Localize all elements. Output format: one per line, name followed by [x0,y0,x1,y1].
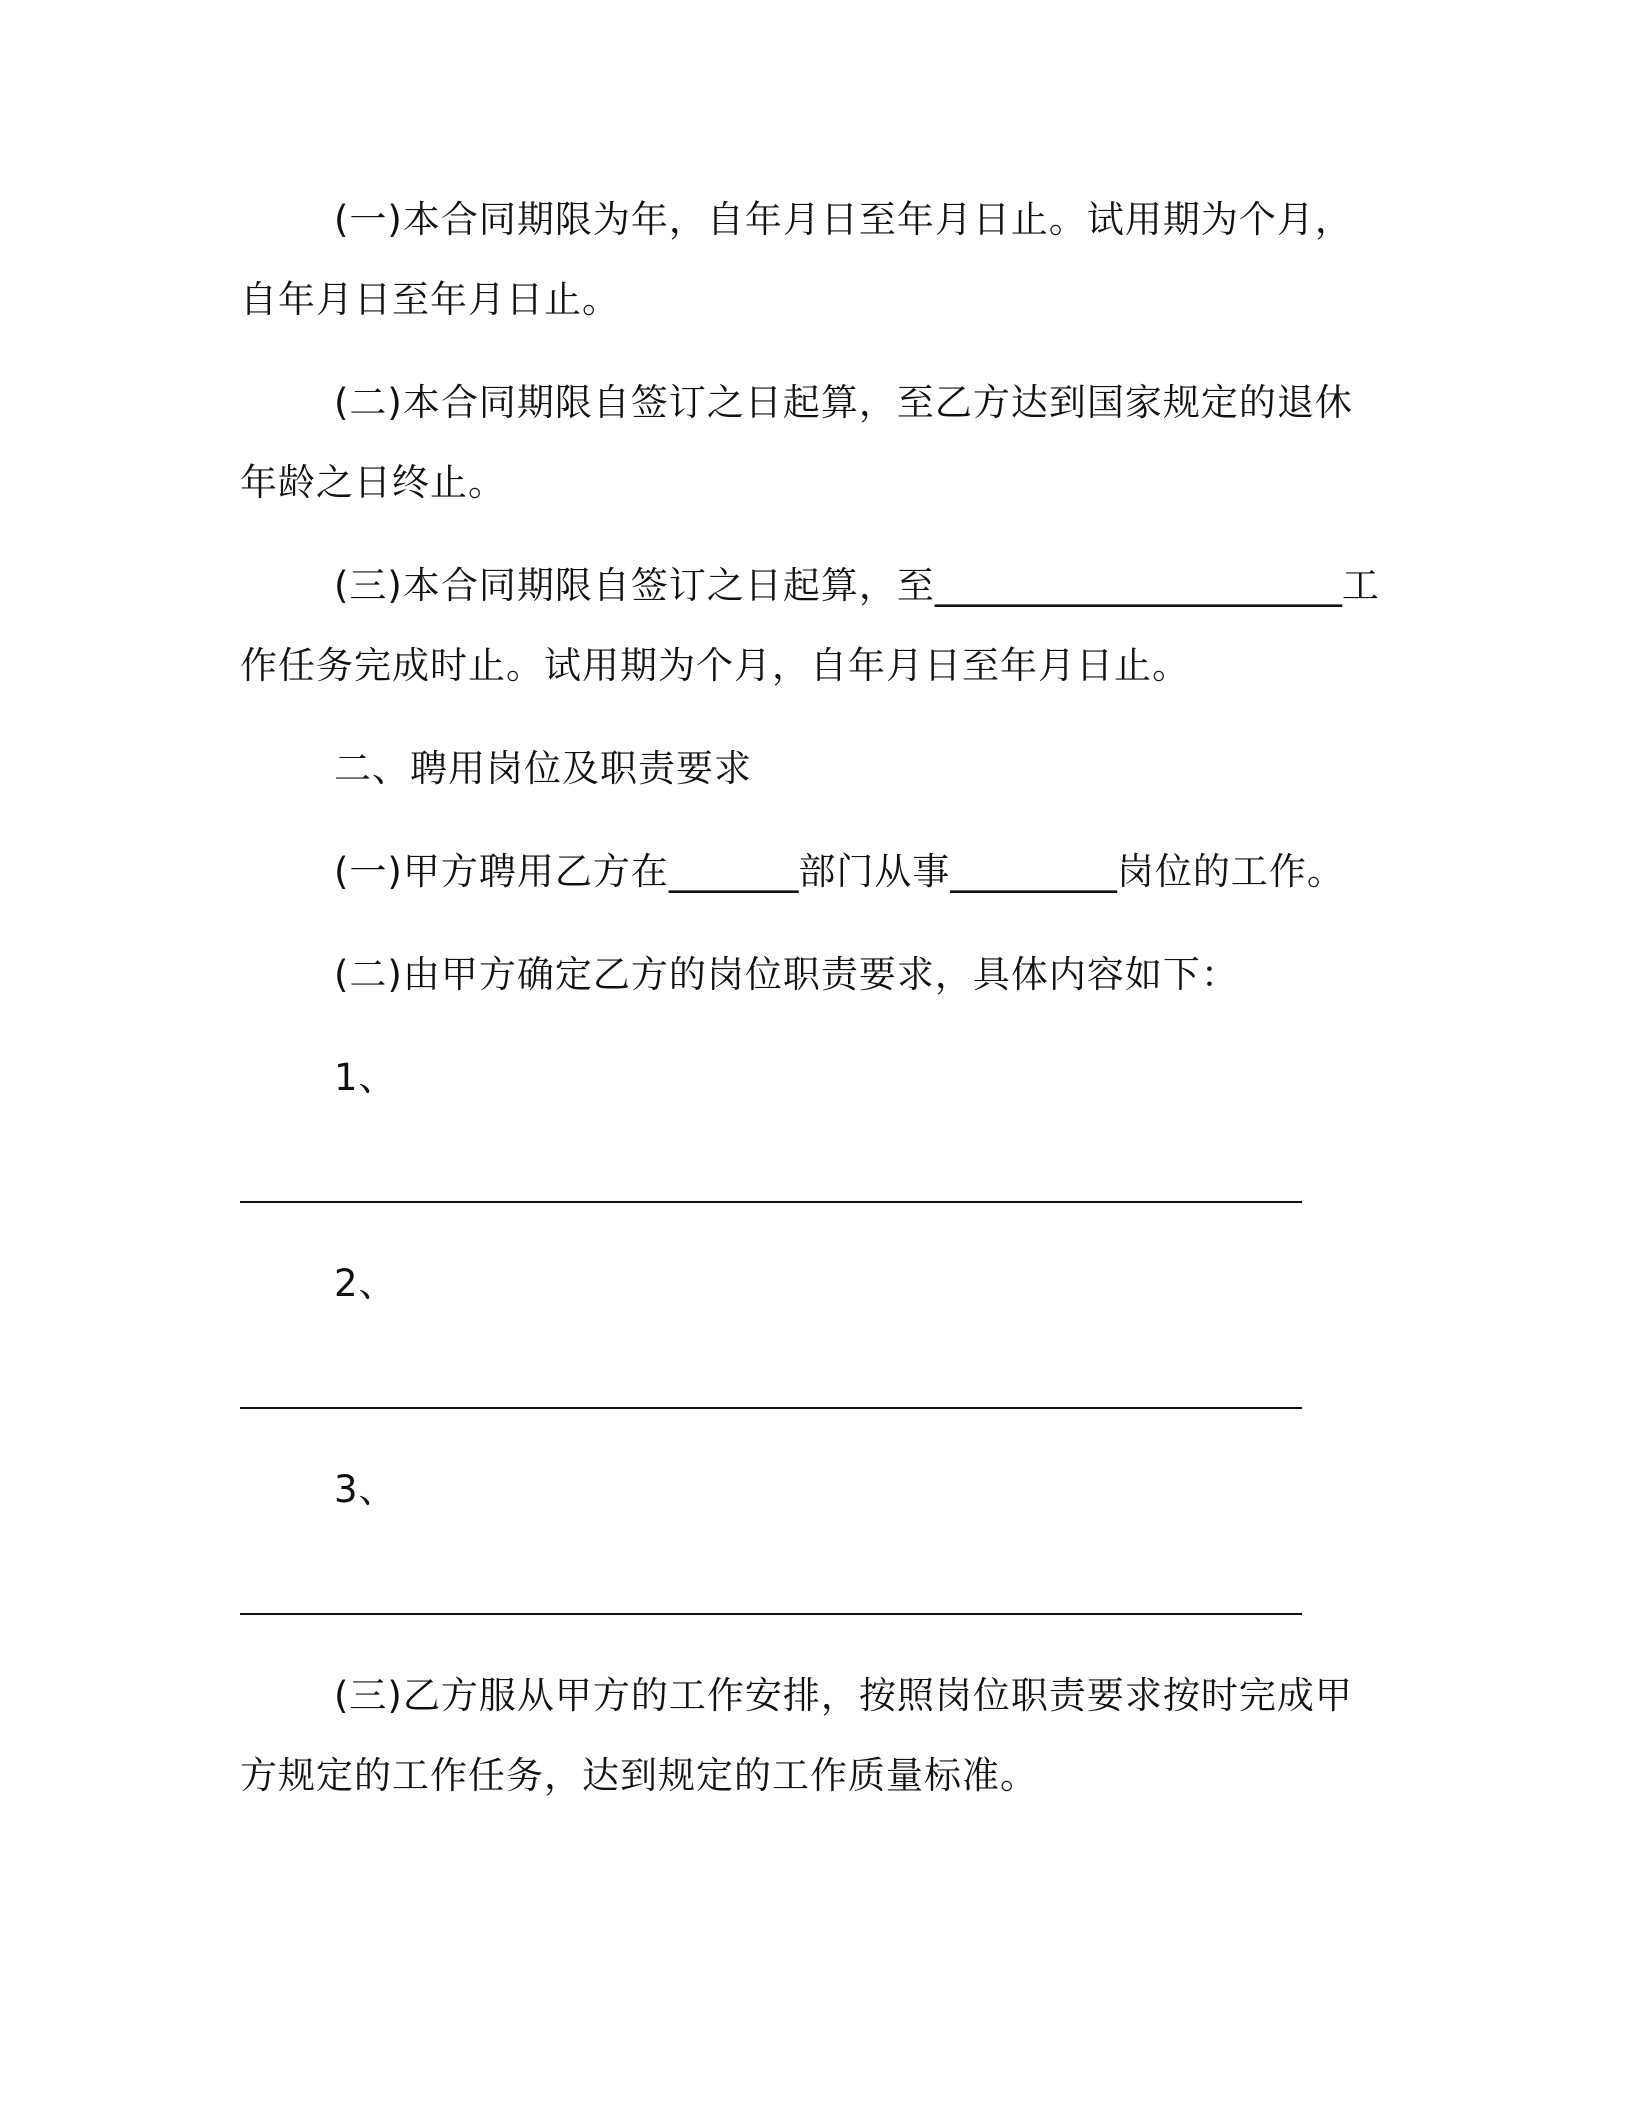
duty-item-2-blank-line [240,1347,1390,1427]
clause-3-blank: ______________________ [934,564,1342,607]
underline-rule [240,1201,1302,1203]
post-blank: _________ [950,850,1117,893]
clause-3-term-task [240,546,1390,706]
clause-2-term-retirement: (二)本合同期限自签订之日起算，至乙方达到国家规定的退休年龄之日终止。 [240,381,1353,504]
duty-item-1-blank-line [240,1141,1390,1221]
underline-rule [240,1613,1302,1615]
position-text-b: 部门从事 [798,850,951,893]
duty-item-3-number: 3、 [334,1468,397,1511]
department-blank: _______ [668,850,799,893]
section-2-heading: 二、聘用岗位及职责要求 [334,747,752,790]
clause-3-text-before: (三)本合同期限自签订之日起算，至 [334,564,935,607]
underline-rule [240,1407,1302,1409]
duty-item-1-number: 1、 [334,1056,397,1099]
position-text-a: (一)甲方聘用乙方在 [334,850,669,893]
section-2-clause-1-position [240,832,1390,912]
section-2-clause-3-obey: (三)乙方服从甲方的工作安排，按照岗位职责要求按时完成甲方规定的工作任务，达到规定的工作质量标准。 [240,1674,1353,1797]
clause-1-term-fixed: (一)本合同期限为年，自年月日至年月日止。试用期为个月，自年月日至年月日止。 [240,198,1353,321]
position-text-c: 岗位的工作。 [1116,850,1345,893]
duty-item-2-number: 2、 [334,1262,397,1305]
duty-item-3-blank-line [240,1553,1390,1633]
section-2-clause-2-duties: (二)由甲方确定乙方的岗位职责要求，具体内容如下： [334,953,1239,996]
document-body [240,180,1390,1839]
clause-3-text-after: 工作任务完成时止。试用期为个月，自年月日至年月日止。 [240,564,1380,687]
